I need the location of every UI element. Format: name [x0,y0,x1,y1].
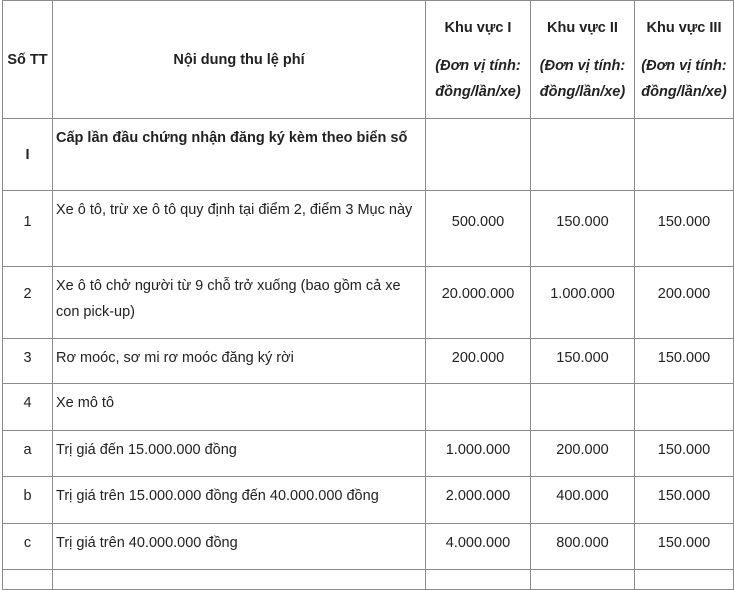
zone-unit: (Đơn vị tính: đồng/lần/xe) [539,57,626,100]
row-content: Xe ô tô, trừ xe ô tô quy định tại điểm 2, điểm 3 Mục này [53,191,426,267]
row-stt: 2 [3,267,53,339]
row-zone-1: 4.000.000 [426,524,531,570]
row-zone-1 [426,384,531,431]
row-zone-1: 500.000 [426,191,531,267]
empty-cell [426,570,531,590]
row-zone-2: 150.000 [531,191,635,267]
header-zone-2 [531,1,635,119]
table-row [3,267,734,339]
row-stt: c [3,524,53,570]
row-stt: b [3,477,53,524]
row-zone-1 [426,119,531,191]
header-row [3,1,734,119]
row-zone-2 [531,384,635,431]
empty-cell [3,570,53,590]
table-row-partial [3,570,734,590]
table-row [3,119,734,191]
row-zone-1: 20.000.000 [426,267,531,339]
row-zone-2: 200.000 [531,431,635,477]
zone-name: Khu vực III [646,19,722,36]
row-zone-1: 200.000 [426,339,531,384]
row-stt: 4 [3,384,53,431]
row-stt: a [3,431,53,477]
fee-table [2,0,734,590]
header-zone-3 [635,1,734,119]
row-content: Cấp lần đầu chứng nhận đăng ký kèm theo biển số [53,119,426,191]
header-content: Nội dung thu lệ phí [53,1,426,119]
table-row [3,339,734,384]
header-stt: Số TT [3,1,53,119]
row-content: Trị giá đến 15.000.000 đồng [53,431,426,477]
row-content: Trị giá trên 40.000.000 đồng [53,524,426,570]
row-stt: 3 [3,339,53,384]
table-row [3,191,734,267]
row-stt: 1 [3,191,53,267]
row-zone-1: 2.000.000 [426,477,531,524]
zone-unit: (Đơn vị tính: đồng/lần/xe) [641,57,727,100]
empty-cell [635,570,734,590]
row-content: Rơ moóc, sơ mi rơ moóc đăng ký rời [53,339,426,384]
header-zone-1 [426,1,531,119]
row-stt: I [3,119,53,191]
table-row [3,477,734,524]
zone-name: Khu vực II [547,19,618,36]
table-row [3,431,734,477]
row-zone-3: 150.000 [635,339,734,384]
row-zone-3: 150.000 [635,431,734,477]
empty-cell [531,570,635,590]
table-row [3,524,734,570]
table-row [3,384,734,431]
row-zone-2: 400.000 [531,477,635,524]
row-zone-2: 1.000.000 [531,267,635,339]
row-zone-1: 1.000.000 [426,431,531,477]
zone-unit: (Đơn vị tính: đồng/lần/xe) [435,57,521,100]
row-zone-2: 150.000 [531,339,635,384]
row-content: Xe mô tô [53,384,426,431]
row-content: Xe ô tô chở người từ 9 chỗ trở xuống (bao gồm cả xe con pick-up) [53,267,426,339]
row-zone-3: 150.000 [635,191,734,267]
row-content: Trị giá trên 15.000.000 đồng đến 40.000.000 đồng [53,477,426,524]
row-zone-3 [635,119,734,191]
row-zone-3 [635,384,734,431]
row-zone-3: 150.000 [635,477,734,524]
row-zone-2 [531,119,635,191]
empty-cell [53,570,426,590]
row-zone-2: 800.000 [531,524,635,570]
row-zone-3: 150.000 [635,524,734,570]
row-zone-3: 200.000 [635,267,734,339]
zone-name: Khu vực I [444,19,512,36]
